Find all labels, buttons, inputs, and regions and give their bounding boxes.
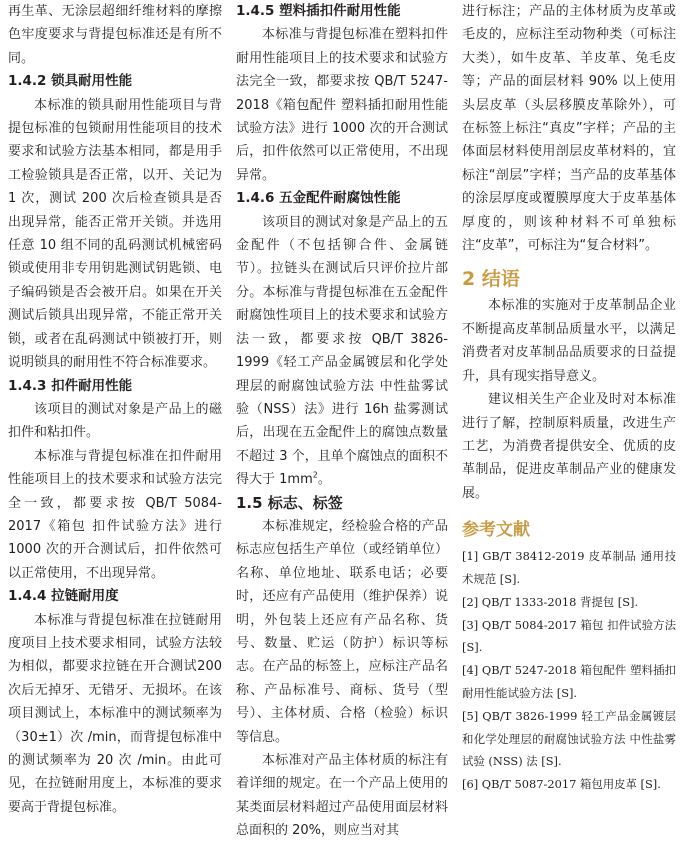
column-2 (236, 0, 448, 843)
paragraph: 本标准的锁具耐用性能项目与背提包标准的包锁耐用性能项目的技术要求和试验方法基本相同，都是用手工检验锁具是否正常，以开、关记为 1 次，测试 200 次后检查锁具是否出现异常，能否正常开关锁。并选用任意 10 组不同的乱码测试机械密码锁或使用非专用钥匙测试钥匙锁、电子编码锁是否会被开启。如果在开关测试后锁具出现异常，不能正常开关锁，或者在乱码测试中锁被打开，则说明锁具的耐用性不符合标准要求。 (8, 97, 222, 371)
section-heading-1-4-5: 1.4.5 塑料插扣件耐用性能 (236, 3, 401, 19)
paragraph: 进行标注；产品的主体材质为皮革或毛皮的，应标注至动物种类（可标注大类），如牛皮革、羊皮革、兔毛皮等；产品的面层材料 90% 以上使用头层皮革（头层移膜皮革除外），可在标签上标注“真皮”字样；产品的主体面层材料使用剖层皮革材料的，宜标注“剖层”字样；当产品的皮革基体的涂层厚度或覆膜厚度大于皮革基体厚度的，则该种材料不可单独标注“皮革”，可标注为“复合材料”。 (462, 4, 676, 254)
paragraph: 建议相关生产企业及时对本标准进行了解，控制原料质量，改进生产工艺，为消费者提供安全、优质的皮革制品，促进皮革制品产业的健康发展。 (462, 392, 676, 501)
reference-item: [2] QB/T 1333-2018 背提包 [S]. (462, 594, 639, 609)
paragraph (236, 211, 448, 492)
paragraph-text: 该项目的测试对象是产品上的五金配件（不包括铆合件、金属链节）。拉链头在测试后只评价拉片部分。本标准与背提包标准在五金配件耐腐蚀性项目上的技术要求和试验方法一致，都要求按 QB/T 3826-1999《轻工产品金属镀层和化学处理层的耐腐蚀试验方法 中性盐雾试验（NSS）法》进行 16h 盐雾测试后，出现在五金配件上的腐蚀点数量不超过 3 个，且单个腐蚀点的面积不得大于 1mm (236, 214, 448, 488)
paragraph: 本标准规定，经检验合格的产品标志应包括生产单位（或经销单位）名称、单位地址、联系电话；必要时，还应有产品使用（维护保养）说明，外包装上还应有产品名称、货号、数量、贮运（防护）标识等标志。在产品的标签上，应标注产品名称、产品标准号、商标、货号（型号）、主体材质、合格（检验）标识等信息。 (236, 518, 448, 745)
superscript: 2 (312, 470, 318, 480)
section-heading-1-4-2: 1.4.2 锁具耐用性能 (8, 73, 133, 90)
reference-list (462, 545, 676, 796)
paragraph: 本标准对产品主体材质的标注有着详细的规定。在一个产品上使用的某类面层材料超过产品使用面层材料总面积的 20%，则应当对其 (236, 753, 448, 839)
references-heading: 参考文献 (462, 520, 530, 541)
paragraph: 本标准与背提包标准在扣件耐用性能项目上的技术要求和试验方法完全一致，都要求按 QB/T 5084-2017《箱包 扣件试验方法》进行 1000 次的开合测试后，扣件依然可以正常使用，不出现异常。 (8, 448, 222, 581)
reference-item: [3] QB/T 5084-2017 箱包 扣件试验方法 [S]. (462, 617, 676, 655)
section-heading-1-4-6: 1.4.6 五金配件耐腐蚀性能 (236, 190, 401, 207)
column-1 (8, 0, 222, 819)
section-heading-1-4-3: 1.4.3 扣件耐用性能 (8, 377, 133, 394)
reference-item: [1] GB/T 38412-2019 皮革制品 通用技术规范 [S]. (462, 549, 676, 586)
paragraph: 本标准与背提包标准在塑料扣件耐用性能项目上的技术要求和试验方法完全一致，都要求按 QB/T 5247-2018《箱包配件 塑料插扣耐用性能试验方法》进行 1000 次的开合测试后，扣件依然可以正常使用，不出现异常。 (236, 27, 448, 183)
section-heading-1-4-4: 1.4.4 拉链耐用度 (8, 588, 119, 605)
reference-item: [5] QB/T 3826-1999 轻工产品金属镀层和化学处理层的耐腐蚀试验方法 中性盐雾试验 (NSS) 法 [S]. (462, 708, 676, 769)
paragraph-end: 。 (317, 472, 331, 488)
reference-item: [4] QB/T 5247-2018 箱包配件 塑料插扣耐用性能试验方法 [S]. (462, 663, 676, 700)
column-3 (462, 0, 676, 796)
section-heading-conclusion: 2 结语 (462, 268, 520, 291)
reference-item: [6] QB/T 5087-2017 箱包用皮革 [S]. (462, 777, 661, 792)
paragraph: 本标准的实施对于皮革制品企业不断提高皮革制品质量水平，以满足消费者对皮革制品品质要求的日益提升，具有现实指导意义。 (462, 298, 676, 384)
paragraph: 再生革、无涂层超细纤维材料的摩擦色牢度要求与背提包标准还是有所不同。 (8, 4, 222, 66)
paragraph: 本标准与背提包标准在拉链耐用度项目上技术要求相同，试验方法较为相似，都要求拉链在开合测试200次后无掉牙、无错牙、无损坏。在该项目测试上，本标准中的测试频率为（30±1）次 /min，而背提包标准中的测试频率为 20 次 /min。由此可见，在拉链耐用度上，本标准的要求要高于背提包标准。 (8, 612, 222, 815)
paragraph: 该项目的测试对象是产品上的磁扣件和粘扣件。 (8, 401, 222, 441)
section-heading-1-5: 1.5 标志、标签 (236, 493, 343, 512)
